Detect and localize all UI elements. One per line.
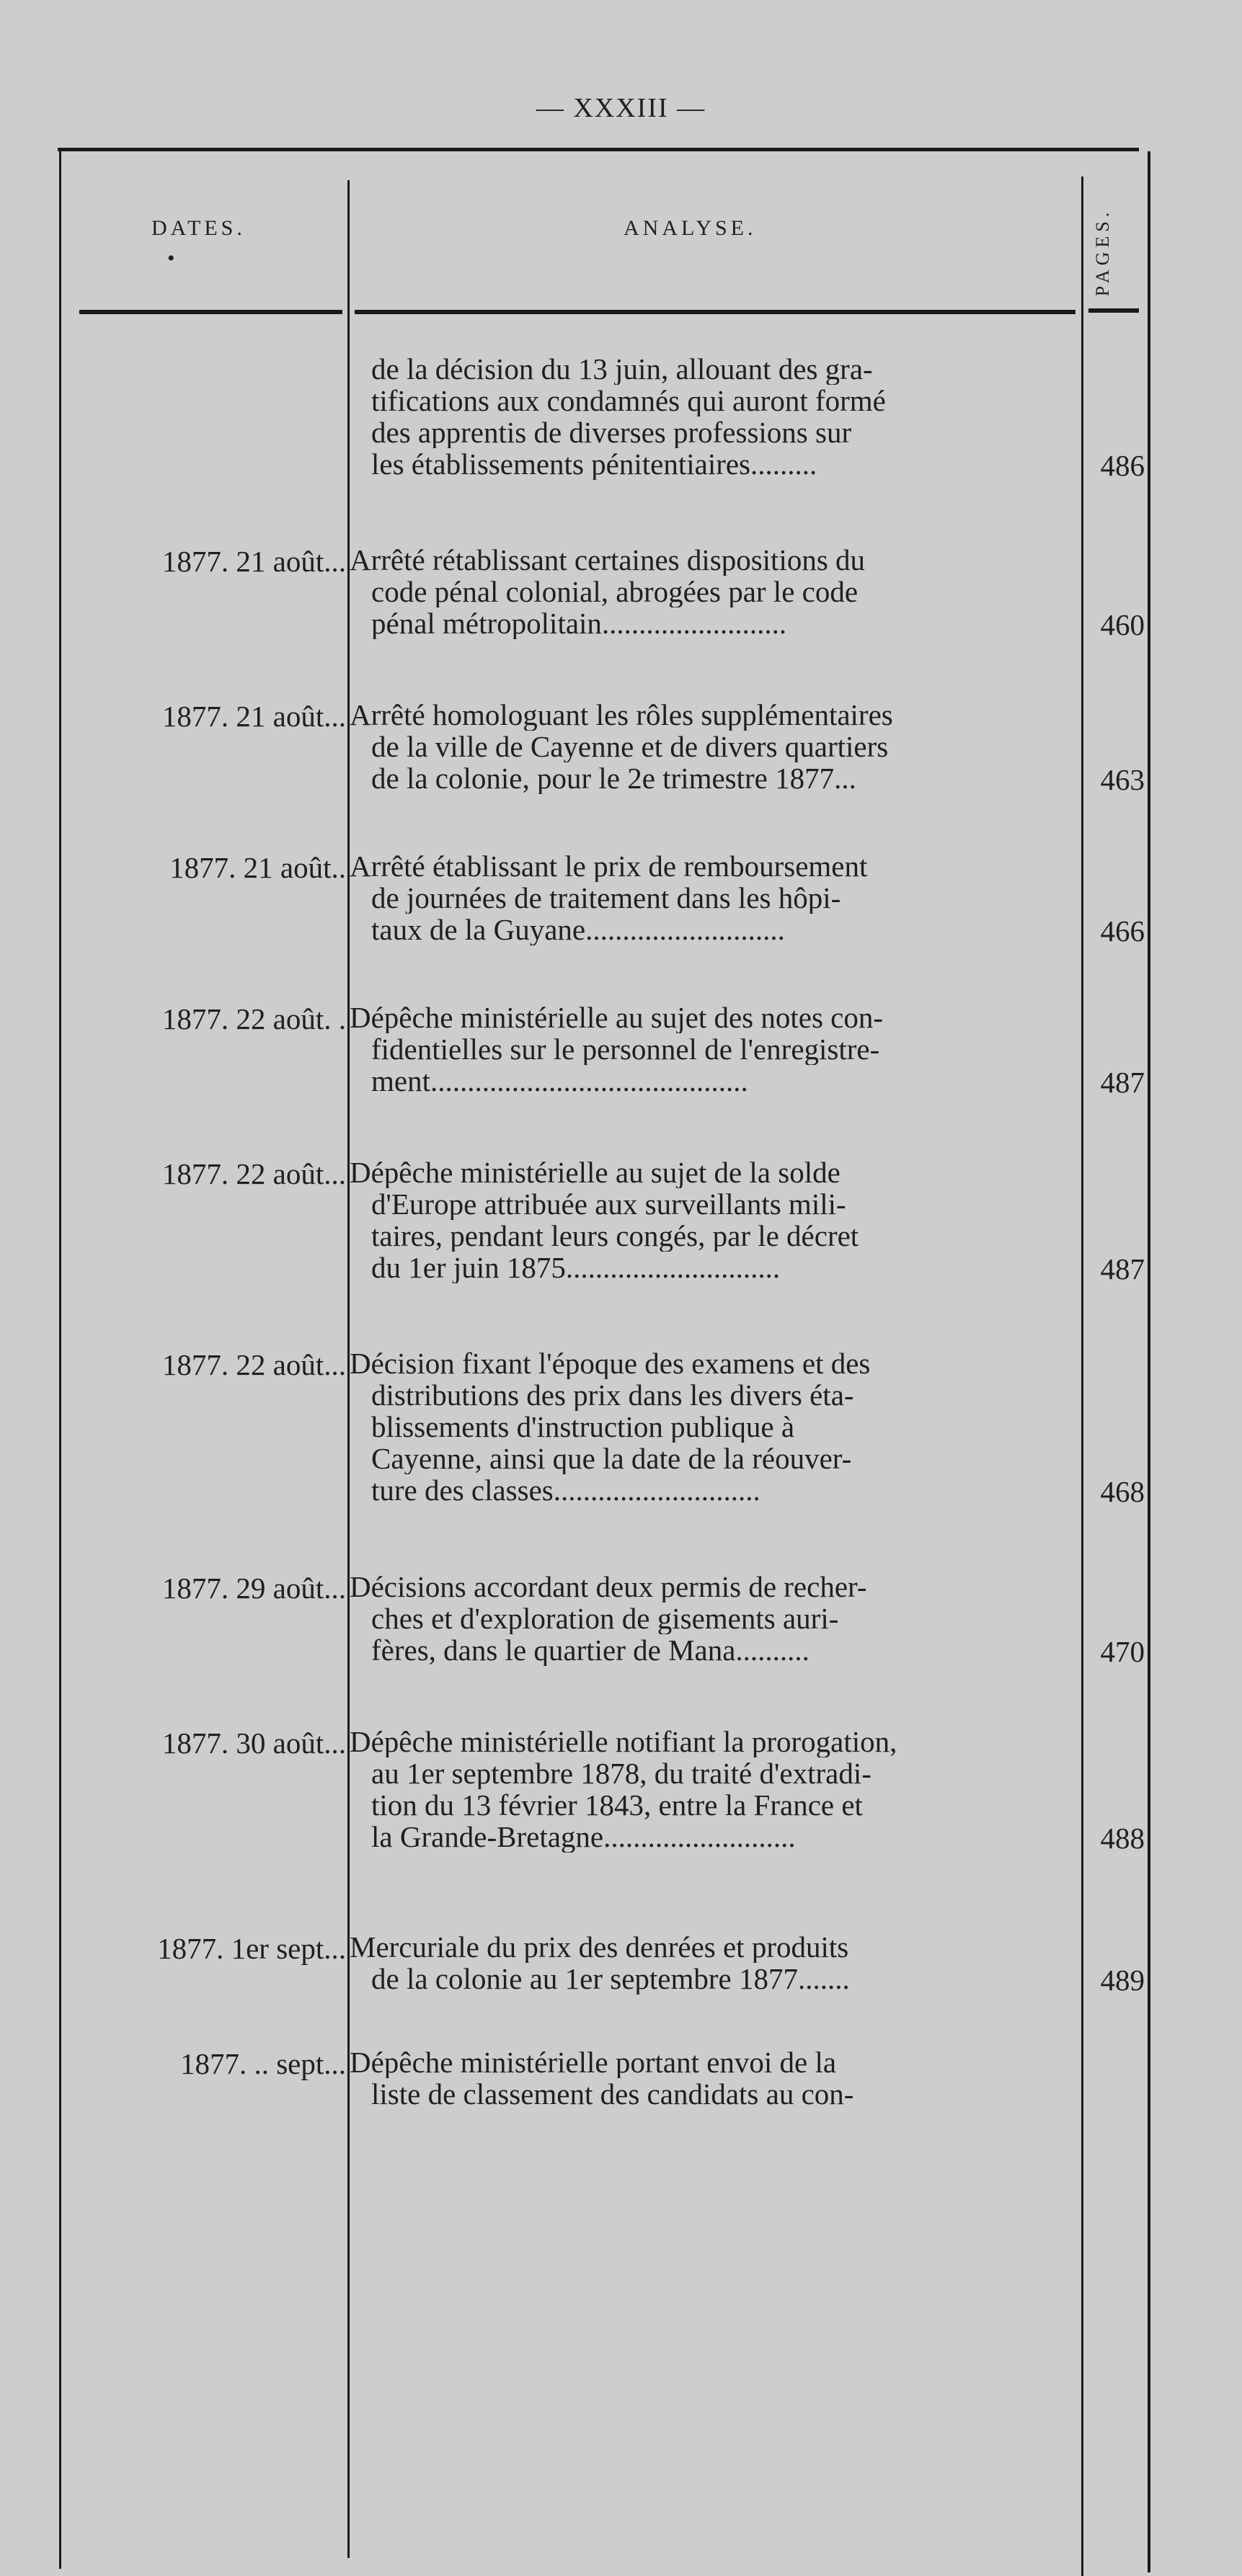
table-top-rule [58,148,1139,151]
analysis-line: les établissements pénitentiaires......... [371,448,817,480]
entry-date: 1877. 22 août. . [161,1002,346,1035]
entry-date: 1877. 21 août... [161,700,346,733]
analysis-line: Dépêche ministérielle portant envoi de la [350,2046,837,2078]
entry-analysis [350,1726,1081,1853]
analysis-line: ture des classes............................ [371,1474,760,1506]
entry-page-number: 489 [1100,1964,1145,1997]
analysis-line: la Grande-Bretagne.......................... [371,1821,796,1853]
analysis-line: de journées de traitement dans les hôpi- [371,882,841,914]
analysis-line: liste de classement des candidats au con- [371,2078,854,2110]
pages-column-rule [1081,177,1083,2576]
analysis-line: d'Europe attribuée aux surveillants mili- [371,1188,846,1220]
analysis-line: de la colonie, pour le 2e trimestre 1877... [371,762,856,794]
analysis-line: Décision fixant l'époque des examens et des [350,1347,871,1379]
entry-date: 1877. 22 août... [161,1348,346,1381]
entry-date: 1877. 22 août... [161,1157,346,1190]
entry-analysis [350,2046,1081,2110]
pages-header: PAGES. [1092,208,1113,297]
analysis-line: ches et d'exploration de gisements auri- [371,1603,839,1634]
analysis-line: fères, dans le quartier de Mana.......... [371,1634,809,1666]
analysis-line: fidentielles sur le personnel de l'enregistre- [371,1033,880,1065]
entry-analysis [350,1931,1081,1995]
analysis-line: blissements d'instruction publique à [371,1411,795,1443]
entry-page-number: 487 [1100,1252,1145,1285]
pages-header-box [1081,177,1125,328]
analysis-line: taires, pendant leurs congés, par le décret [371,1220,859,1252]
entry-analysis [350,699,1081,794]
entry-page-number: 486 [1100,449,1145,482]
table-right-rule [1148,151,1150,2572]
analysis-line: de la décision du 13 juin, allouant des gra- [371,353,873,385]
entry-analysis [350,1571,1081,1666]
entry-page-number: 468 [1100,1475,1145,1508]
analysis-line: du 1er juin 1875............................. [371,1252,781,1283]
analysis-header: ANALYSE. [624,216,757,240]
entry-date: 1877. 1er sept... [157,1932,346,1965]
analysis-line: ment........................................... [371,1065,748,1097]
entry-analysis [350,1002,1081,1097]
entry-analysis [350,353,1081,480]
analysis-line: tion du 13 février 1843, entre la France et [371,1789,863,1821]
analysis-line: de la ville de Cayenne et de divers quartiers [371,731,889,762]
analysis-line: au 1er septembre 1878, du traité d'extradi- [371,1757,871,1789]
entry-page-number: 463 [1100,763,1145,796]
analysis-line: Arrêté rétablissant certaines dispositions du [350,544,866,576]
analysis-line: pénal métropolitain......................... [371,607,787,639]
analysis-line: distributions des prix dans les divers éta- [371,1379,854,1411]
analysis-line: Dépêche ministérielle au sujet des notes con- [350,1002,884,1033]
entry-date: 1877. 21 août.. [169,851,346,884]
dates-header-underline [79,310,342,314]
analysis-line: Cayenne, ainsi que la date de la réouver- [371,1443,852,1474]
analysis-line: taux de la Guyane........................... [371,914,785,945]
analysis-line: Dépêche ministérielle au sujet de la solde [350,1156,840,1188]
dates-header: DATES. [151,216,246,240]
entry-page-number: 487 [1100,1066,1145,1099]
entry-analysis [350,1347,1081,1506]
analysis-line: code pénal colonial, abrogées par le code [371,576,859,607]
entry-date: 1877. .. sept... [179,2047,346,2080]
entry-date: 1877. 30 août... [161,1726,346,1760]
analysis-line: tifications aux condamnés qui auront formé [371,385,886,416]
entry-analysis [350,544,1081,639]
analysis-line: Arrêté établissant le prix de remboursement [350,850,868,882]
entry-page-number: 466 [1100,914,1145,948]
analysis-line: Arrêté homologuant les rôles supplémentaires [350,699,893,731]
entry-page-number: 460 [1100,608,1145,641]
entry-page-number: 470 [1100,1635,1145,1668]
dates-header-bullet: • [167,246,179,270]
entry-analysis [350,1156,1081,1283]
analysis-line: des apprentis de diverses professions sur [371,416,852,448]
analysis-header-underline [355,310,1075,314]
entry-date: 1877. 21 août... [161,545,346,578]
entry-analysis [350,850,1081,945]
analysis-line: Mercuriale du prix des denrées et produits [350,1931,849,1963]
analysis-line: de la colonie au 1er septembre 1877....... [371,1963,850,1995]
entry-page-number: 488 [1100,1822,1145,1855]
analysis-line: Décisions accordant deux permis de recher- [350,1571,867,1603]
running-head: — XXXIII — [536,93,706,123]
entry-date: 1877. 29 août... [161,1572,346,1605]
analysis-line: Dépêche ministérielle notifiant la prorogation, [350,1726,897,1757]
